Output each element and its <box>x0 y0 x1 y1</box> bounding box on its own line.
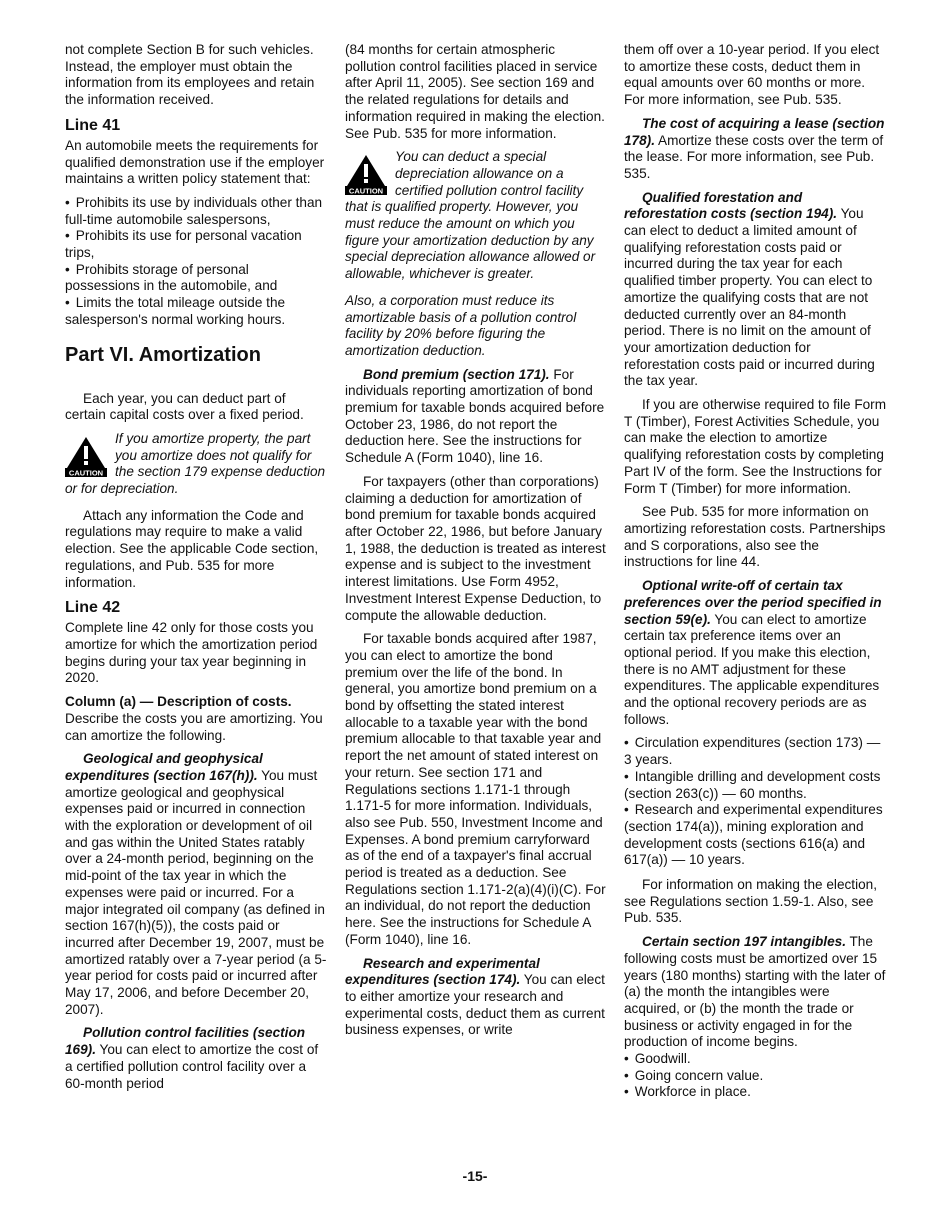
caution-label: CAUTION <box>348 186 384 196</box>
caution-note <box>65 431 327 498</box>
paragraph: For taxpayers (other than corporations) claiming a deduction for amortization of bond premium for taxable bonds acquired after October 22, 1986, but before January 1, 1988, the deduction is treated as interest expense and is subject to the investment interest limitations. Use Form 4952, Investment Interest Expense Deduction, to compute the allowable deduction. <box>345 473 606 623</box>
paragraph: not complete Section B for such vehicles. Instead, the employer must obtain the information from its employees and retain the information received. <box>65 42 315 108</box>
heading-part-vi: Part VI. Amortization <box>65 343 261 366</box>
bullet-item: • Circulation expenditures (section 173) — 3 years. <box>624 735 888 768</box>
paragraph: For information on making the election, see Regulations section 1.59-1. Also, see Pub. 535. <box>624 877 877 926</box>
caution-text: You can deduct a special depreciation allowance on a certified pollution control facility that is qualified property. However, you must reduce the amount on which you figure your amortization deduction by any special depreciation allowance allowed or allowable, whichever is greater. <box>345 149 596 282</box>
bullet-item: • Prohibits its use for personal vacation trips, <box>65 228 327 261</box>
heading-line-42: Line 42 <box>65 599 121 617</box>
caution-icon <box>345 153 387 195</box>
paragraph-geological <box>65 751 327 1018</box>
paragraph-pollution <box>65 1025 327 1092</box>
forestation-text: You can elect to deduct a limited amount of qualifying reforestation costs paid or incurred during the tax year for each qualified timber property. You can elect to amortize the qualifying costs that are not deducted currently over an 84-month period. There is no limit on the amount of your amortization deduction for reforestation costs paid or incurred during the tax year. <box>624 206 875 389</box>
geological-heading: Geological and geophysical expenditures (section 167(h)). <box>65 751 263 783</box>
research-heading: Research and experimental expenditures (section 174). <box>345 955 540 988</box>
caution-label: CAUTION <box>68 468 104 477</box>
bullet-item: • Intangible drilling and development costs (section 263(c)) — 60 months. <box>624 769 888 802</box>
column-1 <box>65 42 327 1099</box>
geological-text: You must amortize geological and geophysical expenses paid or incurred in connection with the exploration or development of oil and gas within the United States ratably over a 24-month period, beginning on the mid-point of the tax year in which the expenses were paid or incurred. For a major integrated oil company (as defined in section 167(h)(5)), the costs paid or incurred after December 19, 2007, must be amortized ratably over a 7-year period (a 5-year period for costs paid or incurred after May 17, 2006, and before December 20, 2007). <box>65 767 327 1017</box>
bullet-item: • Workforce in place. <box>624 1084 888 1101</box>
section-197-text: The following costs must be amortized over 15 years (180 months) starting with the later of (a) the month the intangibles were acquired, or (b) the month the trade or business or activity engaged in for the production of income begins. <box>624 934 886 1050</box>
bullet-item: • Prohibits storage of personal possessions in the automobile, and <box>65 262 327 295</box>
paragraph: Complete line 42 only for those costs you amortize for which the amortization period begins during your tax year beginning in 2020. <box>65 620 318 686</box>
paragraph-optional <box>624 578 888 728</box>
caution-text: If you amortize property, the part you amortize does not qualify for the section 179 expense deduction or for depreciation. <box>65 430 326 497</box>
caution-icon <box>65 435 107 477</box>
bullet-item: • Prohibits its use by individuals other than full-time automobile salespersons, <box>65 195 327 228</box>
bullet-item: • Limits the total mileage outside the salesperson's normal working hours. <box>65 295 327 328</box>
paragraph: See Pub. 535 for more information on amortizing reforestation costs. Partnerships and S corporations, also see the instructions for line 44. <box>624 504 886 570</box>
paragraph: For taxable bonds acquired after 1987, you can elect to amortize the bond premium over the life of the bond. In general, you amortize bond premium on a bond by offsetting the stated interest allocable to a taxable year with the bond premium allocable to that taxable year and report the net amount of stated interest on your return. See section 171 and Regulations sections 1.171-1 through 1.171-5 for more information. Individuals, also see Pub. 550, Investment Income and Expenses. A bond premium carryforward as of the end of a taxpayer's final accrual period is treated as a deduction. See Regulations section 1.171-2(a)(4)(i)(C). For an individual, do not report the deduction here. See the instructions for Schedule A (Form 1040), line 16. <box>345 631 606 947</box>
optional-heading: Optional write-off of certain tax preferences over the period specified in section 59(e). <box>624 578 882 627</box>
caution-note <box>345 149 607 283</box>
column-a-text: Describe the costs you are amortizing. You can amortize the following. <box>65 710 323 743</box>
optional-text: You can elect to amortize certain tax preference items over an optional period. If you make this election, there is no AMT adjustment for these expenditures. The applicable expenditures and the optional recovery periods are as follows. <box>624 611 880 727</box>
column-2 <box>345 42 607 1046</box>
paragraph-section-197 <box>624 934 888 1051</box>
paragraph-forestation <box>624 190 888 390</box>
column-3 <box>624 42 888 1101</box>
section-197-heading: Certain section 197 intangibles. <box>642 934 846 950</box>
paragraph: An automobile meets the requirements for qualified demonstration use if the employer maintains a written policy statement that: <box>65 137 325 187</box>
pollution-heading: Pollution control facilities (section 169). <box>65 1025 306 1058</box>
bond-text: For individuals reporting amortization of bond premium for taxable bonds acquired before October 23, 1986, do not report the deduction here. See the instructions for Schedule A (Form 1040), line 16. <box>345 366 605 466</box>
pollution-text: You can elect to amortize the cost of a certified pollution control facility over a 60-month period <box>65 1042 319 1091</box>
paragraph: If you are otherwise required to file Form T (Timber), Forest Activities Schedule, you can make the election to amortize qualifying reforestation costs by completing Part IV of the form. See the Instructions for Form T (Timber) for more information. <box>624 397 887 496</box>
paragraph: (84 months for certain atmospheric pollution control facilities placed in service after April 11, 2005). See section 169 and the related regulations for details and information required in making the election. See Pub. 535 for more information. <box>345 42 605 141</box>
bullet-item: • Research and experimental expenditures (section 174(a)), mining exploration and development costs (sections 616(a) and 617(a)) — 10 years. <box>624 802 888 869</box>
column-a-heading: Column (a) — Description of costs. <box>65 694 292 710</box>
lease-heading: The cost of acquiring a lease (section 178). <box>624 115 885 148</box>
bullet-item: • Going concern value. <box>624 1068 888 1085</box>
paragraph: Attach any information the Code and regulations may require to make a valid election. See the applicable Code section, regulations, and Pub. 535 for more information. <box>65 507 319 590</box>
paragraph-corporation: Also, a corporation must reduce its amortizable basis of a pollution control facility by 20% before figuring the amortization deduction. <box>345 292 577 358</box>
forestation-heading: Qualified forestation and reforestation costs (section 194). <box>624 189 838 222</box>
paragraph-lease <box>624 116 888 183</box>
bullet-item: • Goodwill. <box>624 1051 888 1068</box>
page-number: -15- <box>462 1168 488 1184</box>
paragraph: Each year, you can deduct part of certain capital costs over a fixed period. <box>65 390 304 423</box>
paragraph: them off over a 10-year period. If you elect to amortize these costs, deduct them in equal amounts over 60 months or more. For more information, see Pub. 535. <box>624 42 880 108</box>
lease-text: Amortize these costs over the term of the lease. For more information, see Pub. 535. <box>624 132 884 181</box>
paragraph-bond <box>345 367 607 467</box>
paragraph-research <box>345 956 607 1040</box>
paragraph-column-a <box>65 694 327 744</box>
heading-line-41: Line 41 <box>65 116 121 134</box>
bond-heading: Bond premium (section 171). <box>363 366 550 382</box>
research-text: You can elect to either amortize your research and experimental costs, deduct them as current business expenses, or write <box>345 972 605 1038</box>
